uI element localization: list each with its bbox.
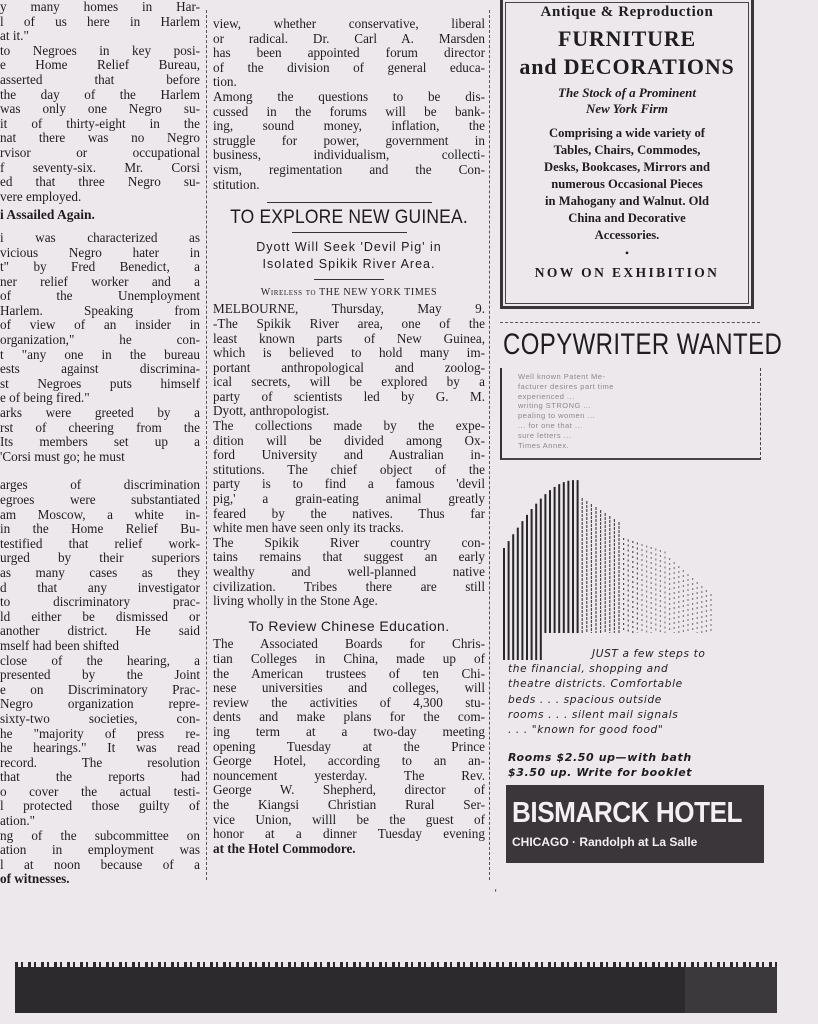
text-line: business, individualism, collecti- [213, 147, 485, 163]
ad-body-line: Tables, Chairs, Commodes, [553, 143, 701, 157]
text-line: George Hotel, according to an an- [213, 753, 485, 769]
text-line: ests against discrimina- [0, 361, 200, 377]
text-line: nese universities and colleges, will [213, 680, 485, 696]
headline-chinese-education: To Review Chinese Education. [248, 617, 450, 634]
ad-body-line: Accessories. [594, 228, 660, 242]
text-line: Harlem. Speaking from [0, 302, 200, 318]
text-line: George W. Shepherd, director of [213, 782, 485, 798]
headline-new-guinea: TO EXPLORE NEW GUINEA. [230, 207, 468, 229]
copywriter-line: pealing to women ... [518, 411, 596, 421]
text-line: or radical. Dr. Carl A. Marsden [213, 30, 485, 46]
text-line: another district. He said [0, 623, 200, 639]
copywriter-line: Times Annex. [518, 440, 570, 450]
hotel-copy-line: beds . . . spacious outside [508, 693, 662, 706]
text-line: urged by their superiors [0, 550, 200, 566]
logo-address: CHICAGO · Randolph at La Salle [512, 835, 698, 849]
text-line: the Kiangsi Christian Rural Ser- [213, 796, 485, 812]
text-line: to Negroes in key posi- [0, 42, 200, 58]
text-line: feared by the natives. Thus far [213, 505, 485, 521]
text-line: Negro organization repre- [0, 696, 200, 712]
text-line: nouncement yesterday. The Rev. [213, 767, 485, 783]
text-line: at the Hotel Commodore. [213, 840, 356, 856]
text-line: Its members set up a [0, 434, 200, 450]
ad-tagline-line: The Stock of a Prominent [558, 85, 696, 100]
text-line: ation." [0, 813, 36, 829]
text-line: The Spikik River country con- [213, 534, 485, 550]
hotel-copy-line: rooms . . . silent mail signals [508, 708, 679, 721]
article-continuation-top [0, 0, 200, 204]
text-line: struggle for power, government in [213, 132, 485, 148]
text-line: review the activities of 4,300 stu- [213, 694, 485, 710]
article-continuation-mid [0, 231, 200, 465]
text-line: arges of discrimination [0, 477, 200, 493]
text-line: living wholly in the Stone Age. [213, 593, 378, 609]
text-line: vism, regimentation and the Con- [213, 161, 485, 177]
text-line: civilization. Tribes there are still [213, 578, 485, 594]
text-line: e of being fired." [0, 390, 90, 406]
copywriter-line: ... for one that ... [518, 420, 583, 430]
text-line: e Home Relief Bureau, [0, 57, 200, 73]
ad-body-line: China and Decorative [568, 211, 686, 225]
text-line: ed that three Negro su- [0, 174, 200, 190]
text-line: pig,' a grain-eating animal greatly [213, 491, 485, 507]
text-line: l protected those guilty of [0, 798, 200, 814]
text-line: i was characterized as [0, 229, 200, 245]
text-line: party is to find a famous 'devil [213, 476, 485, 492]
ad-body-line: Desks, Bookcases, Mirrors and [544, 160, 710, 174]
hotel-ad-copy [508, 647, 730, 781]
hotel-copy-line: . . . "known for good food" [508, 724, 664, 737]
text-line: the day of the Harlem [0, 86, 200, 102]
ad-body-line: numerous Occasional Pieces [551, 177, 703, 191]
copywriter-line: Well known Patent Me- [518, 372, 606, 381]
text-line: dents and make plans for the com- [213, 709, 485, 725]
text-line: the American trustees of ten Chi- [213, 665, 485, 681]
text-line: of the division of general educa- [213, 59, 485, 75]
text-line: ford University and Australian in- [213, 447, 485, 463]
text-line: it of thirty-eight in the [0, 115, 200, 131]
hotel-copy-line: JUST a few steps to [592, 648, 706, 660]
column-rule-1 [206, 10, 207, 880]
text-line: cussed in the forums will be bank- [213, 103, 485, 119]
ad-body-line: in Mahogany and Walnut. Old [545, 194, 709, 208]
text-line: he hearings." It was read [0, 740, 200, 756]
rates-line: Rooms $2.50 up—with bath [508, 751, 692, 765]
text-line: d that any investigator [0, 579, 200, 595]
text-line: 'Corsi must go; he must [0, 448, 125, 464]
text-line: am Moscow, a white in- [0, 506, 200, 522]
text-line: sixty-two societies, con- [0, 710, 200, 726]
text-line: rvisor or occupational [0, 144, 200, 160]
text-line: as many cases as they [0, 564, 200, 580]
text-line: ing term at a two-day meeting [213, 723, 485, 739]
text-line: honor at a dinner Tuesday evening [213, 826, 485, 842]
dateline: Wireless to THE NEW YORK TIMES [260, 286, 438, 298]
text-line: stitutions. The chief object of the [213, 461, 485, 477]
text-line: to discriminatory prac- [0, 594, 200, 610]
text-line: Dyott, anthropologist. [213, 403, 330, 419]
text-line: record. The resolution [0, 754, 200, 770]
copywriter-line: experienced ... [518, 391, 575, 401]
text-line: t "any one in the bureau [0, 346, 200, 362]
text-line: vicious Negro hater in [0, 244, 200, 260]
text-line: stitution. [213, 176, 260, 192]
text-line: opening Tuesday at the Prince [213, 738, 485, 754]
text-line: of witnesses. [0, 871, 70, 887]
ad-body [503, 125, 751, 244]
section-subhead: i Assailed Again. [0, 207, 95, 223]
text-line: testified that relief work- [0, 535, 200, 551]
new-guinea-story [213, 302, 485, 608]
logo-name: BISMARCK HOTEL [512, 797, 743, 829]
copywriter-headline: COPYWRITER WANTED [503, 328, 783, 361]
text-line: vere employed. [0, 188, 82, 204]
skyline-illustration [500, 478, 730, 660]
text-line: presented by the Joint [0, 667, 200, 683]
rates-line: $3.50 up. Write for booklet [508, 766, 693, 780]
deck [213, 239, 485, 273]
text-line: -The Spikik River area, one of the [213, 315, 485, 331]
text-line: rst of cheering from the [0, 419, 200, 435]
text-line: The collections made by the expe- [213, 418, 485, 434]
hotel-copy-line: the financial, shopping and [508, 663, 669, 676]
copywriter-line: writing STRONG ... [518, 401, 592, 411]
text-line: t" by Fred Benedict, a [0, 259, 200, 275]
hotel-copy-lines [508, 647, 730, 738]
column-rule-2 [489, 10, 490, 880]
text-line: MELBOURNE, Thursday, May 9. [213, 301, 485, 317]
text-line: ld either be dismissed or [0, 608, 200, 624]
text-line: was only one Negro su- [0, 101, 200, 117]
text-line: arks were greeted by a [0, 405, 200, 421]
scan-edge-band [15, 967, 777, 1013]
ad-exhibition: NOW ON EXHIBITION [534, 265, 720, 280]
bismarck-hotel-logo [506, 785, 764, 863]
text-line: organization," he con- [0, 332, 200, 348]
hotel-rates [508, 750, 730, 780]
text-line: tion. [213, 74, 237, 90]
ad-tagline-line: New York Firm [585, 101, 669, 116]
text-line: that the reports had [0, 769, 200, 785]
divider [500, 322, 760, 323]
text-line: Among the questions to be dis- [213, 88, 485, 104]
text-line: o cover the actual testi- [0, 783, 200, 799]
text-line: ng of the subcommittee on [0, 827, 200, 843]
text-line: nat there was no Negro [0, 130, 200, 146]
column-left [0, 0, 200, 887]
text-line: ical secrets, will be explored by a [213, 374, 485, 390]
article-continuation-bottom [0, 478, 200, 887]
text-line: l at noon because of a [0, 856, 200, 872]
band-step [685, 967, 777, 1013]
divider [267, 202, 432, 203]
column-middle [213, 0, 485, 856]
text-line: dition will be divided among Ox- [213, 432, 485, 448]
ad-headline-2: and DECORATIONS [519, 54, 735, 79]
text-line: tains remains that suggest an early [213, 549, 485, 565]
text-line: least known parts of New Guinea, [213, 330, 485, 346]
chinese-education-story [213, 637, 485, 856]
text-line: he "majority of press re- [0, 725, 200, 741]
text-line: The Associated Boards for Chris- [213, 636, 485, 652]
divider [314, 279, 384, 280]
text-line: e on Discriminatory Prac- [0, 681, 200, 697]
stray-mark: ‘ [494, 888, 498, 899]
text-line: f seventy-six. Mr. Corsi [0, 159, 200, 175]
text-line: wealthy and well-planned native [213, 564, 485, 579]
text-line: at it." [0, 28, 29, 44]
text-line: mself had been shifted [0, 637, 120, 653]
copywriter-line: sure letters ... [518, 430, 572, 440]
text-line: which is believed to hold many im- [213, 345, 485, 361]
text-line: view, whether conservative, liberal [213, 16, 485, 31]
text-line: ing, sound money, inflation, the [213, 118, 485, 134]
text-line: portant anthropological and zoolog- [213, 359, 485, 375]
copywriter-ad-body [500, 368, 761, 460]
text-line: ation in employment was [0, 842, 200, 858]
text-line: st Negroes puts himself [0, 375, 200, 391]
copywriter-line: facturer desires part time [518, 381, 614, 391]
text-line: asserted that before [0, 71, 200, 87]
text-line: white men have seen only its tracks. [213, 520, 404, 536]
ad-tagline [503, 85, 751, 117]
bullet: • [624, 246, 630, 260]
ragged-edge [15, 962, 777, 968]
ad-body-line: Comprising a wide variety of [548, 126, 705, 140]
ad-headline: FURNITURE [558, 26, 696, 51]
text-line: vice Union, willl be the guest of [213, 811, 485, 827]
hotel-copy-line: theatre districts. Comfortable [508, 678, 683, 691]
furniture-advertisement [500, 0, 754, 309]
text-line: has been appointed forum director [213, 45, 485, 61]
text-line: y many homes in Har- [0, 0, 200, 14]
ad-top-line: Antique & Reproduction [540, 4, 714, 20]
text-line: in the Home Relief Bu- [0, 521, 200, 537]
deck-line: Isolated Spikik River Area. [262, 256, 436, 271]
text-line: egroes were substantiated [0, 492, 200, 507]
text-line: tian Colleges in China, made up of [213, 650, 485, 666]
forum-article-end [213, 17, 485, 192]
text-line: close of the hearing, a [0, 652, 200, 668]
text-line: of view of an insider in [0, 317, 200, 333]
deck-line: Dyott Will Seek 'Devil Pig' in [256, 239, 442, 254]
text-line: ner relief worker and a [0, 273, 200, 289]
text-line: of the Unemployment [0, 288, 200, 304]
text-line: l of us here in Harlem [0, 13, 200, 29]
divider [292, 232, 407, 233]
text-line: party of scientists led by G. M. [213, 388, 485, 404]
